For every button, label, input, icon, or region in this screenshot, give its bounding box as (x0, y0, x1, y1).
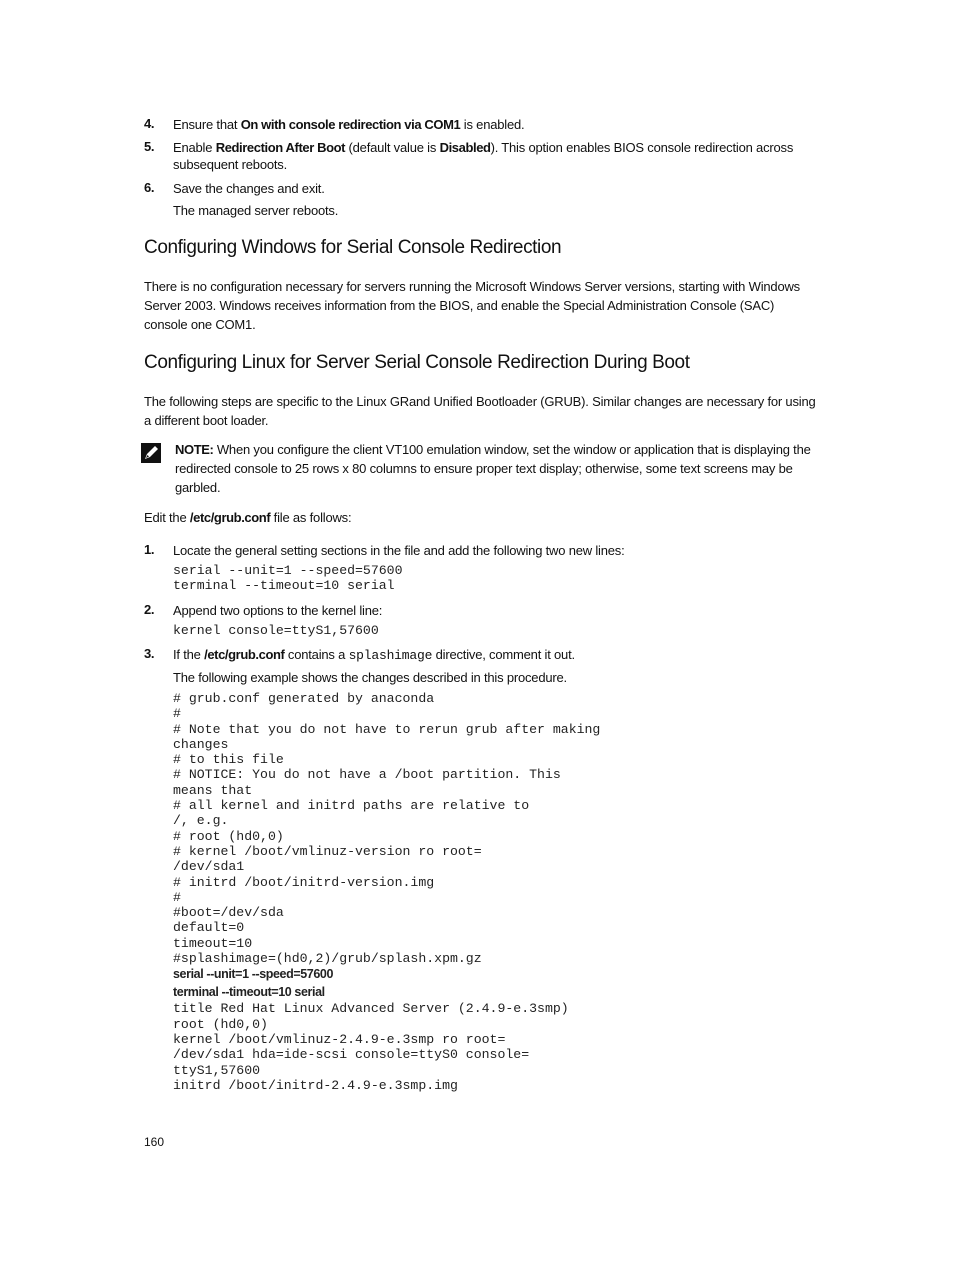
step-5-text-line2: subsequent reboots. (173, 157, 288, 172)
step-5-text: Enable Redirection After Boot (default value is Disabled). This option enables BIOS console redirection across (173, 140, 794, 155)
note-text: NOTE: When you configure the client VT100 emulation window, set the window or application that is displaying the redirected console to 25 rows x 80 columns to ensure proper text display; otherwise, some text screens may be garbled. (175, 442, 811, 495)
linux-step-2-number: 2. (144, 602, 155, 617)
heading-linux: Configuring Linux for Server Serial Console Redirection During Boot (144, 352, 690, 373)
linux-step-3-sub: The following example shows the changes described in this procedure. (173, 670, 567, 685)
linux-step-3-number: 3. (144, 646, 155, 661)
note-pencil-icon (141, 443, 161, 463)
linux-step-3-text: If the /etc/grub.conf contains a splashimage directive, comment it out. (173, 647, 575, 663)
code-serial-lines: serial --unit=1 --speed=57600 terminal --timeout=10 serial (173, 563, 403, 594)
step-4-number: 4. (144, 116, 155, 131)
grub-code-block: # grub.conf generated by anaconda # # Note that you do not have to rerun grub after making changes # to this file # NOTICE: You do not have a /boot partition. This means that # all kernel and initrd paths are relative to /, e.g. # root (hd0,0) # kernel /boot/vmlinuz-version ro root= /dev/sda1 # initrd /boot/initrd-version.img # #boot=/dev/sda default=0 timeout=10 #splashimage=(hd0,2)/grub/splash.xpm.gz serial --unit=1 --speed=57600 terminal --timeout=10 serial title Red Hat Linux Advanced Server (2.4.9-e.3smp) root (hd0,0) kernel /boot/vmlinuz-2.4.9-e.3smp ro root= /dev/sda1 hda=ide-scsi console=ttyS0 console= ttyS1,57600 initrd /boot/initrd-2.4.9-e.3smp.img (173, 691, 601, 1093)
heading-windows: Configuring Windows for Serial Console Redirection (144, 237, 562, 258)
linux-step-1-text: Locate the general setting sections in the file and add the following two new lines: (173, 543, 625, 558)
edit-instruction: Edit the /etc/grub.conf file as follows: (144, 510, 352, 525)
linux-step-1-number: 1. (144, 542, 155, 557)
code-kernel-line: kernel console=ttyS1,57600 (173, 623, 379, 638)
linux-step-2-text: Append two options to the kernel line: (173, 603, 383, 618)
step-4-text: Ensure that On with console redirection via COM1 is enabled. (173, 117, 525, 132)
step-6-result: The managed server reboots. (173, 203, 339, 218)
linux-paragraph: The following steps are specific to the Linux GRand Unified Bootloader (GRUB). Similar changes are necessary for using a different boot loader. (144, 394, 816, 428)
step-6-text: Save the changes and exit. (173, 181, 325, 196)
windows-paragraph: There is no configuration necessary for servers running the Microsoft Windows Server versions, starting with Windows Server 2003. Windows receives information from the BIOS, and enable the Special Administration Console (SAC) console one COM1. (144, 279, 800, 332)
step-5-number: 5. (144, 139, 155, 154)
grub-code-added-serial: serial --unit=1 --speed=57600 (173, 967, 334, 982)
step-6-number: 6. (144, 180, 155, 195)
grub-code-added-terminal: terminal --timeout=10 serial (173, 984, 325, 999)
page-number: 160 (144, 1135, 165, 1149)
